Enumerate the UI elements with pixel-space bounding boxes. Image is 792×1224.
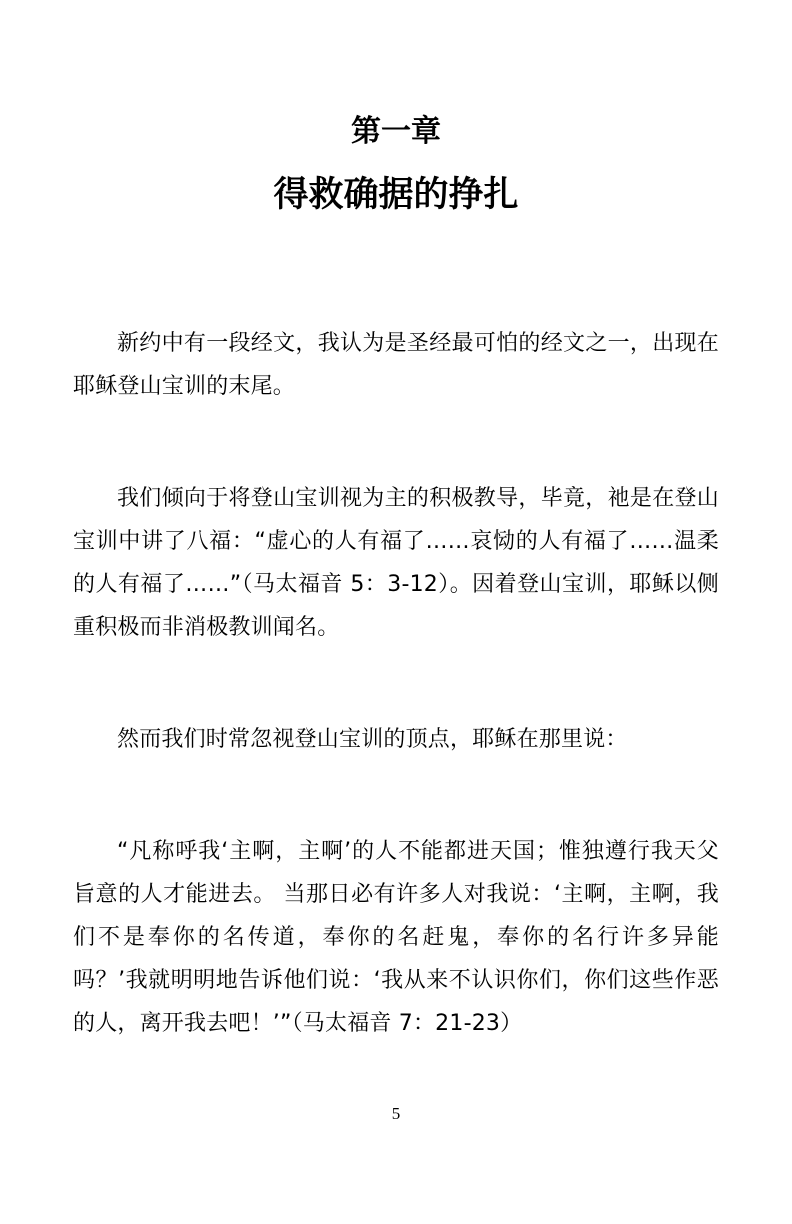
chapter-number: 第一章	[351, 114, 441, 149]
paragraph-2: 我们倾向于将登山宝训视为主的积极教导，毕竟，祂是在登山宝训中讲了八福：“虚心的人有福了……哀恸的人有福了……温柔的人有福了……”（马太福音 5：3-12）。因着登山宝训，耶稣以侧重积极而非消极教训闻名。	[73, 486, 719, 640]
body-text	[73, 322, 719, 1045]
page-number: 5	[391, 1104, 401, 1123]
chapter-title: 得救确据的挣扎	[273, 175, 519, 215]
paragraph-1: 新约中有一段经文，我认为是圣经最可怕的经文之一，出现在耶稣登山宝训的末尾。	[73, 331, 719, 399]
paragraph-3: 然而我们时常忽视登山宝训的顶点，耶稣在那里说：	[117, 727, 628, 752]
paragraph-4-quote: “凡称呼我‘主啊，主啊’的人不能都进天国；惟独遵行我天父旨意的人才能进去。 当那日必有许多人对我说：‘主啊，主啊，我们不是奉你的名传道，奉你的名赶鬼，奉你的名行许多异能吗？’我就明明地告诉他们说：‘我从来不认识你们，你们这些作恶的人，离开我去吧！’”（马太福音 7：21-23）	[73, 839, 719, 1036]
